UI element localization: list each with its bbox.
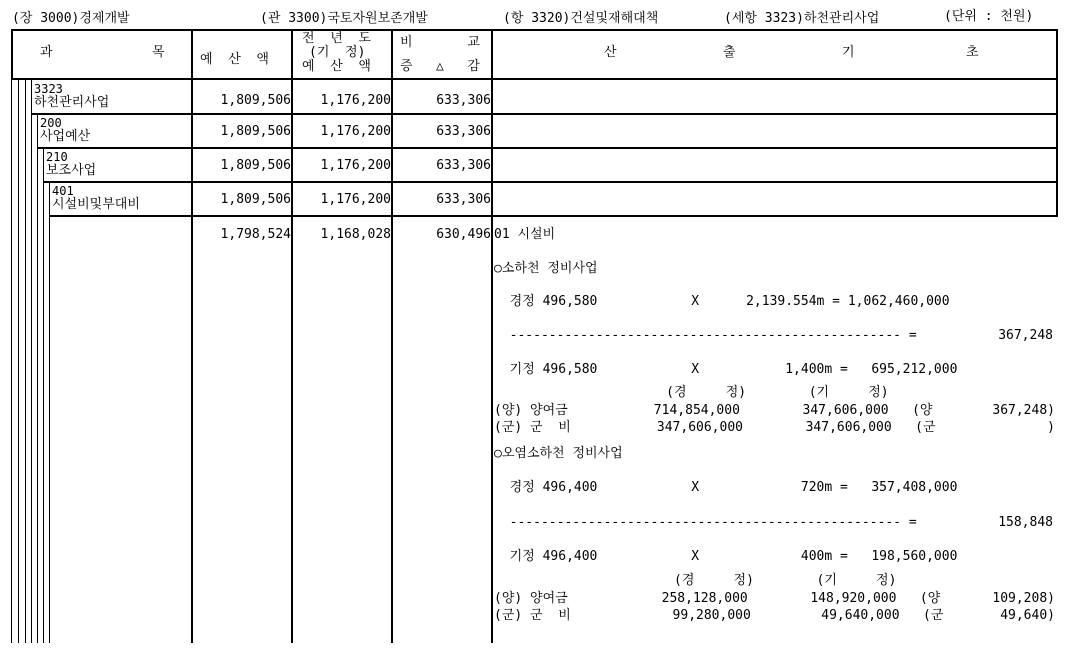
header-prev-1: 전 년 도 xyxy=(302,31,371,46)
row-diff: 633,306 xyxy=(436,158,491,173)
row-code: 200 xyxy=(40,116,62,130)
detail-diff: 630,496 xyxy=(436,227,491,242)
basis-line: ○오염소하천 정비사업 xyxy=(494,446,623,461)
row-prev: 1,176,200 xyxy=(320,124,391,139)
row-prev: 1,176,200 xyxy=(320,192,391,207)
row-prev: 1,176,200 xyxy=(320,158,391,173)
basis-line: 01 시설비 xyxy=(494,227,556,242)
right-border xyxy=(1056,29,1058,80)
row-budget: 1,809,506 xyxy=(220,158,291,173)
basis-line: 기정 496,580 X 1,400m = 695,212,000 xyxy=(494,362,958,377)
col-divider-3 xyxy=(391,29,393,643)
row-prev: 1,176,200 xyxy=(320,93,391,108)
table-top-border xyxy=(11,29,1058,31)
header-prev-3: 예 산 액 xyxy=(302,59,371,74)
header-bottom-border xyxy=(11,78,1058,80)
row-sep-3 xyxy=(43,181,1058,183)
detail-prev: 1,168,028 xyxy=(320,227,391,242)
header-prev-2: (기 정) xyxy=(309,45,366,60)
basis-line: (양) 양여금 714,854,000 347,606,000 (양 xyxy=(494,403,933,418)
row-name: 보조사업 xyxy=(46,163,97,178)
left-border xyxy=(11,29,13,80)
header-mok: 목 xyxy=(152,45,165,60)
row-sep-2 xyxy=(37,147,1058,149)
gwan-label: (관 3300)국토자원보존개발 xyxy=(260,11,428,26)
basis-line: (경 정) (기 정) xyxy=(494,385,889,400)
header-gwa: 과 xyxy=(40,45,53,60)
tree-line-4 xyxy=(37,114,38,643)
basis-line: 기정 496,400 X 400m = 198,560,000 xyxy=(494,549,958,564)
tree-line-6 xyxy=(49,182,50,643)
unit-label: (단위 : 천원) xyxy=(944,9,1034,24)
basis-right-value: 158,848 xyxy=(998,515,1053,530)
col-divider-1 xyxy=(191,29,193,643)
basis-right-value: 109,208) xyxy=(992,591,1055,606)
row-diff: 633,306 xyxy=(436,93,491,108)
row-sep-4 xyxy=(49,215,1058,217)
basis-line: -------------------------------------------------- = xyxy=(494,515,917,530)
header-budget: 예 산 액 xyxy=(200,52,269,67)
basis-line: ○소하천 정비사업 xyxy=(494,261,598,276)
header-basis-1: 산 xyxy=(604,45,617,60)
row-name: 하천관리사업 xyxy=(34,95,110,110)
tree-line-3 xyxy=(31,80,32,643)
tree-line-5 xyxy=(43,148,44,643)
basis-line: 경정 496,580 X 2,139.554m = 1,062,460,000 xyxy=(494,294,950,309)
row-code: 210 xyxy=(46,150,68,164)
hang-label: (항 3320)건설및재해대책 xyxy=(503,11,659,26)
row-name: 시설비및부대비 xyxy=(52,197,140,212)
row-diff: 633,306 xyxy=(436,124,491,139)
header-basis-3: 기 xyxy=(842,45,855,60)
basis-right-value: 367,248) xyxy=(992,403,1055,418)
col-divider-2 xyxy=(291,29,293,643)
header-basis-4: 초 xyxy=(966,45,979,60)
row-budget: 1,809,506 xyxy=(220,124,291,139)
basis-line: -------------------------------------------------- = xyxy=(494,328,917,343)
tree-line-0 xyxy=(11,80,12,643)
basis-line: (군) 군 비 99,280,000 49,640,000 (군 xyxy=(494,608,944,623)
col-divider-4 xyxy=(491,29,493,643)
row-name: 사업예산 xyxy=(40,129,91,144)
tree-line-1 xyxy=(18,80,19,643)
right-border-rows xyxy=(1056,80,1058,217)
sehang-label: (세항 3323)하천관리사업 xyxy=(724,11,880,26)
row-sep-1 xyxy=(31,113,1058,115)
row-budget: 1,809,506 xyxy=(220,192,291,207)
basis-line: (양) 양여금 258,128,000 148,920,000 (양 xyxy=(494,591,941,606)
header-cmp-1: 비 교 xyxy=(400,35,480,50)
row-code: 401 xyxy=(52,184,74,198)
tree-line-2 xyxy=(25,80,26,643)
row-budget: 1,809,506 xyxy=(220,93,291,108)
basis-line: 경정 496,400 X 720m = 357,408,000 xyxy=(494,480,958,495)
basis-line: (군) 군 비 347,606,000 347,606,000 (군 xyxy=(494,420,936,435)
basis-right-value: ) xyxy=(1047,420,1055,435)
row-diff: 633,306 xyxy=(436,192,491,207)
header-cmp-2: 증 △ 감 xyxy=(400,59,480,74)
header-basis-2: 출 xyxy=(723,45,736,60)
basis-right-value: 49,640) xyxy=(1000,608,1055,623)
basis-line: (경 정) (기 정) xyxy=(494,573,897,588)
detail-budget: 1,798,524 xyxy=(220,227,291,242)
row-code: 3323 xyxy=(34,82,63,96)
basis-right-value: 367,248 xyxy=(998,328,1053,343)
jang-label: (장 3000)경제개발 xyxy=(12,11,130,26)
